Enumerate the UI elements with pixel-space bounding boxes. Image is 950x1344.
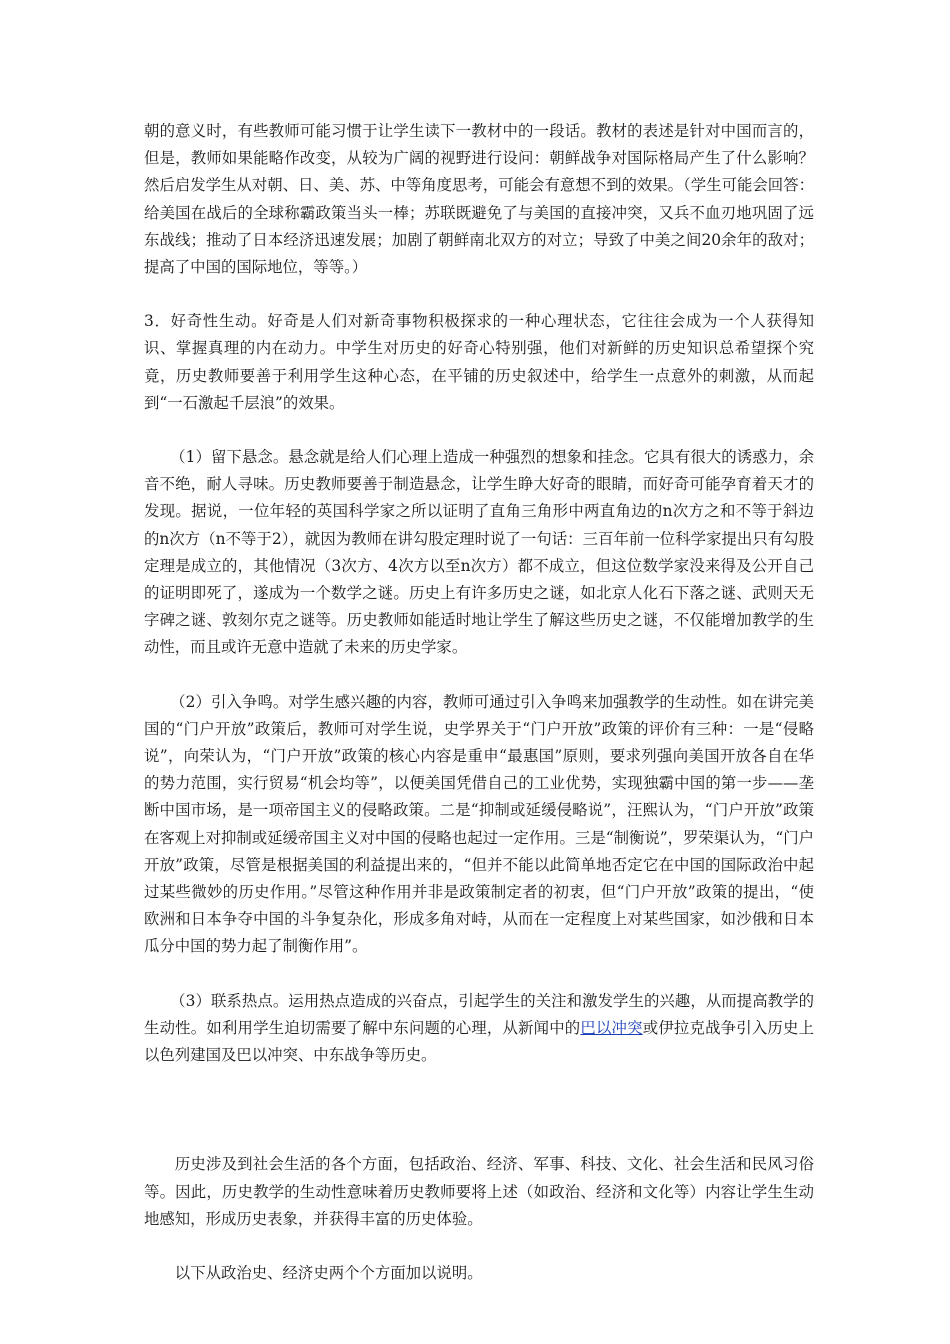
paragraph-suspense: （1）留下悬念。悬念就是给人们心理上造成一种强烈的想象和挂念。它具有很大的诱惑力，余音不绝，耐人寻味。历史教师要善于制造悬念，让学生睁大好奇的眼睛，而好奇可能孕育着天才的发现。据说，一位年轻的英国科学家之所以证明了直角三角形中两直角边的n次方之和不等于斜边的n次方（n不等于2），就因为教师在讲勾股定理时说了一句话：三百年前一位科学家提出只有勾股定理是成立的，其他情况（3次方、4次方以至n次方）都不成立，但这位数学家没来得及公开自己的证明即死了，遂成为一个数学之谜。历史上有许多历史之谜，如北京人化石下落之谜、武则天无字碑之谜、敦刻尔克之谜等。历史教师如能适时地让学生了解这些历史之谜，不仅能增加教学的生动性，而且或许无意中造就了未来的历史学家。 — [144, 448, 814, 657]
israel-palestine-conflict-link[interactable]: 巴以冲突 — [580, 1018, 643, 1037]
paragraph-curiosity-heading: 3．好奇性生动。好奇是人们对新奇事物积极探求的一种心理状态，它往往会成为一个人获得知识、掌握真理的内在动力。中学生对历史的好奇心特别强，他们对新鲜的历史知识总希望探个究竟，历史教师要善于利用学生这种心态，在平铺的历史叙述中，给学生一点意外的刺激，从而起到“一石激起千层浪”的效果。 — [144, 312, 814, 412]
paragraph-following-explanation: 以下从政治史、经济史两个个方面加以说明。 — [174, 1263, 483, 1282]
paragraph-debate: （2）引入争鸣。对学生感兴趣的内容，教师可通过引入争鸣来加强教学的生动性。如在讲完美国的“门户开放”政策后，教师可对学生说，史学界关于“门户开放”政策的评价有三种：一是“侵略说”，向荣认为，“门户开放”政策的核心内容是重申“最惠国”原则，要求列强向美国开放各自在华的势力范围，实行贸易“机会均等”，以便美国凭借自己的工业优势，实现独霸中国的第一步——垄断中国市场，是一项帝国主义的侵略政策。二是“抑制或延缓侵略说”，汪熙认为，“门户开放”政策在客观上对抑制或延缓帝国主义对中国的侵略也起过一定作用。三是“制衡说”，罗荣渠认为，“门户开放”政策，尽管是根据美国的利益提出来的，“但并不能以此简单地否定它在中国的国际政治中起过某些微妙的历史作用。”尽管这种作用并非是政策制定者的初衷，但“门户开放”政策的提出，“使欧洲和日本争夺中国的斗争复杂化，形成多角对峙，从而在一定程度上对某些国家，如沙俄和日本瓜分中国的势力起了制衡作用”。 — [144, 692, 815, 956]
paragraph-korean-war-question: 朝的意义时，有些教师可能习惯于让学生读下一教材中的一段话。教材的表述是针对中国而言的，但是，教师如果能略作改变，从较为广阔的视野进行设问：朝鲜战争对国际格局产生了什么影响？然后启发学生从对朝、日、美、苏、中等角度思考，可能会有意想不到的效果。（学生可能会回答：给美国在战后的全球称霸政策当头一棒；苏联既避免了与美国的直接冲突，又兵不血刃地巩固了远东战线；推动了日本经济迅速发展；加剧了朝鲜南北双方的对立；导致了中美之间20余年的敌对；提高了中国的国际地位，等等。） — [144, 122, 814, 277]
document-body — [144, 118, 814, 1287]
paragraph-social-life: 历史涉及到社会生活的各个方面，包括政治、经济、军事、科技、文化、社会生活和民风习俗等。因此，历史教学的生动性意味着历史教师要将上述（如政治、经济和文化等）内容让学生生动地感知，形成历史表象，并获得丰富的历史体验。 — [144, 1155, 814, 1228]
hot-topics-text-after: 或伊拉克战争引入历史上以色列建国及巴以冲突、中东战争等历史。 — [144, 1018, 814, 1065]
hot-topics-text-before: （3）联系热点。运用热点造成的兴奋点，引起学生的关注和激发学生的兴趣，从而提高教学的生动性。如利用学生迫切需要了解中东问题的心理，从新闻中的 — [144, 991, 814, 1037]
paragraph-hot-topics — [144, 988, 814, 1070]
